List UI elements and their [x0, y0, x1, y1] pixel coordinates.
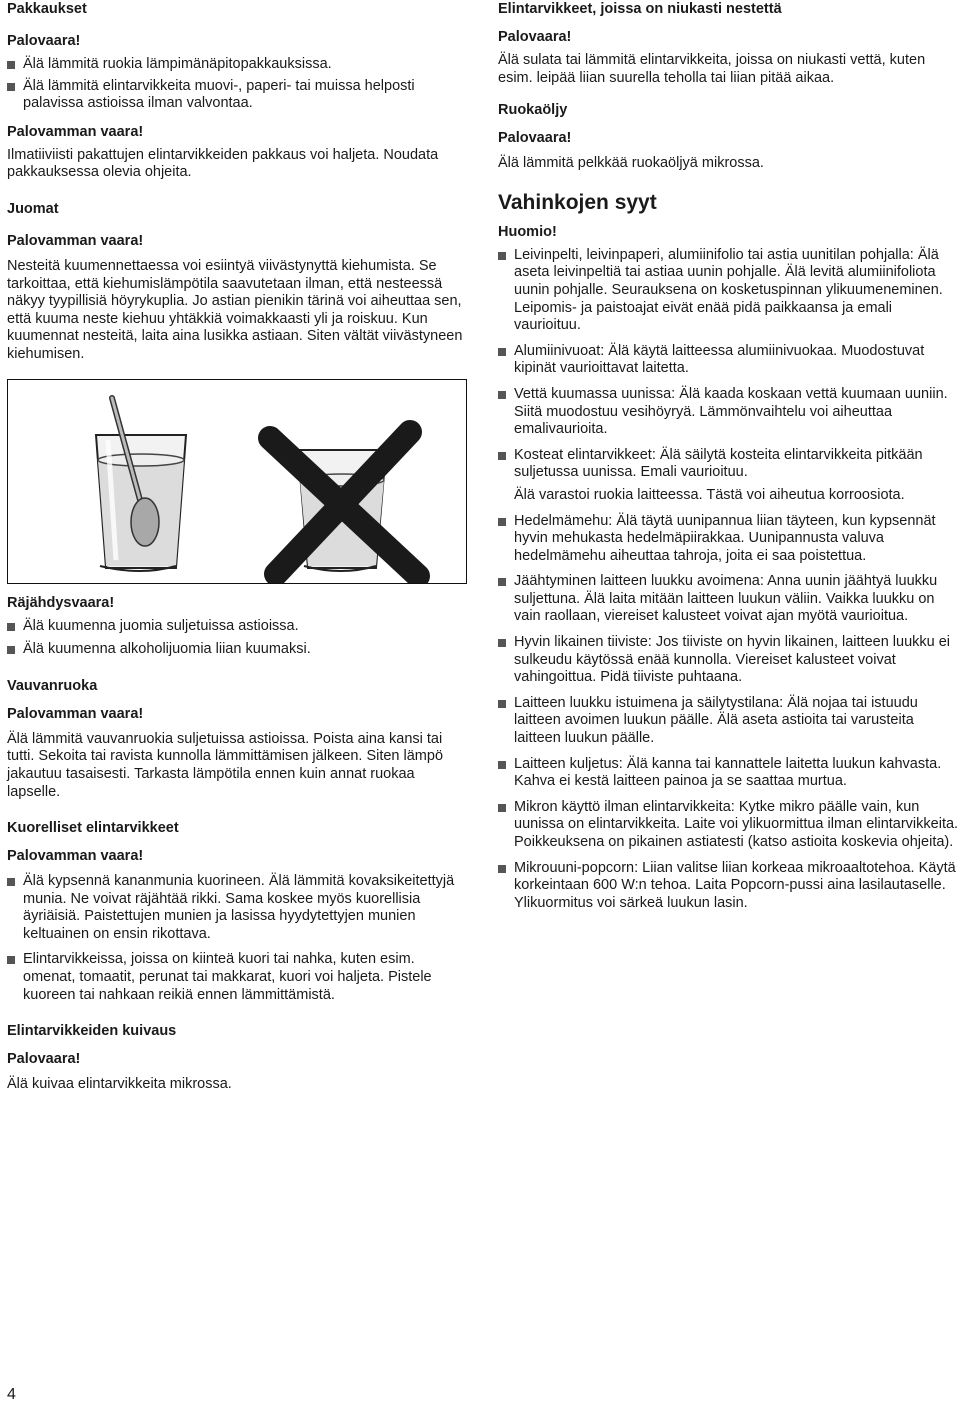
paragraph-ruokaoljy: Älä lämmitä pelkkää ruokaöljyä mikrossa. [498, 155, 764, 172]
warning-palovaara: Palovaara! [7, 1051, 81, 1068]
list-item: Mikrouuni-popcorn: Liian valitse liian korkeaa mikroaaltotehoa. Käytä korkeintaan 600 W:n tehoa. Laita Popcorn-pussi aina lasilautaselle. Ylikuormitus voi särkeä luukun lasin. [498, 860, 960, 913]
warning-palovaara: Palovaara! [498, 29, 572, 45]
list-item: Elintarvikkeissa, joissa on kiinteä kuori tai nahka, kuten esim. omenat, tomaatit, perunat tai makkarat, kuori voi haljeta. Pistele kuoreen tai nahkaan reikiä ennen lämmittämistä. [7, 951, 467, 1004]
list-kuorelliset [7, 873, 467, 1004]
list-item: Älä lämmitä ruokia lämpimänäpitopakkauksissa. [7, 56, 467, 74]
warning-palovamman-vaara: Palovamman vaara! [7, 232, 144, 249]
list-item: Älä kypsennä kananmunia kuorineen. Älä lämmitä kovaksikeitettyjä munia. Ne voivat räjähtää rikki. Sama koskee myös kuorellisia äyriäisiä. Paistettujen munien ja lasissa hyydytettyjen munien keltuainen on ensin rikottava. [7, 873, 467, 943]
paragraph-vauvanruoka: Älä lämmitä vauvanruokia suljetuissa astioissa. Poista aina kansi tai tutti. Sekoita tai ravista kunnolla lämmittämisen jälkeen. Siten lämpö jakautuu tasaisesti. Tarkasta lämpötila ennen kuin annat ruokaa lapselle. [7, 730, 444, 800]
warning-palovamman-vaara: Palovamman vaara! [7, 848, 144, 865]
list-item: Älä kuumenna juomia suljetuissa astioissa. [7, 618, 467, 636]
list-pakkaukset [7, 56, 467, 113]
paragraph-pakkaukset: Ilmatiiviisti pakattujen elintarvikkeiden pakkaus voi haljeta. Noudata pakkauksessa olevia ohjeita. [7, 146, 439, 181]
warning-palovamman-vaara: Palovamman vaara! [7, 123, 144, 140]
list-item: Vettä kuumassa uunissa: Älä kaada koskaan vettä kuumaan uuniin. Siitä muodostuu vesihöyryä. Lämmönvaihtelu voi aiheuttaa emalivaurioita. [498, 386, 960, 439]
heading-ruokaoljy: Ruokaöljy [498, 102, 568, 119]
glass-illustration-svg [8, 380, 466, 583]
list-item: Hedelmämehu: Älä täytä uunipannua liian täyteen, kun kypsennät hyvin mehukasta hedelmäpiirakkaa. Uunipannusta valuva hedelmämehu aiheuttaa tahroja, joita ei saa poistettua. [498, 513, 960, 566]
paragraph-kuivaus: Älä kuivaa elintarvikkeita mikrossa. [7, 1076, 232, 1093]
warning-palovamman-vaara: Palovamman vaara! [7, 705, 144, 722]
heading-niukasti-nestetta: Elintarvikkeet, joissa on niukasti nestettä [498, 1, 782, 17]
list-item: Laitteen kuljetus: Älä kanna tai kannattele laitetta luukun kahvasta. Kahva ei kestä laitteen painoa ja se saattaa murtua. [498, 756, 960, 791]
list-item: Leivinpelti, leivinpaperi, alumiinifolio tai astia uunitilan pohjalla: Älä aseta leivinpeltiä tai astiaa uunin pohjalle. Älä levitä alumiinifoliota uunin pohjalle. Seurauksena on kosketuspinnan ylikuumeneminen. Leipomis- ja paistoajat eivät enää pidä paikkaansa ja emali vaurioituu. [498, 247, 960, 335]
heading-vahinkojen-syyt: Vahinkojen syyt [498, 190, 657, 214]
heading-juomat: Juomat [7, 200, 59, 217]
list-item: Jäähtyminen laitteen luukku avoimena: Anna uunin jäähtyä luukku suljettuna. Älä laita mitään laitteen luukun väliin. Vaikka luukku on vain raollaan, viereiset kalusteet voivat ajan myötä vaurioitua. [498, 573, 960, 626]
list-item: Mikron käyttö ilman elintarvikkeita: Kytke mikro päälle vain, kun uunissa on elintarvikkeita. Laite voi ylikuormittua ilman elintarvikkeita. Poikkeuksena on pikainen astiatesti (katso astioita koskevia ohjeita). [498, 799, 960, 852]
list-item: Hyvin likainen tiiviste: Jos tiiviste on hyvin likainen, laitteen luukku ei sulkeudu käytössä enää kunnolla. Viereiset kalusteet voivat vahingoittua. Pidä tiiviste puhtaana. [498, 634, 960, 687]
list-item: Älä lämmitä elintarvikkeita muovi-, paperi- tai muissa helposti palavissa astioissa ilman valvontaa. [7, 78, 467, 113]
warning-rajahdysvaara: Räjähdysvaara! [7, 594, 115, 611]
list-item: Kosteat elintarvikkeet: Älä säilytä kosteita elintarvikkeita pitkään suljetussa uunissa. Emali vaurioituu. Älä varastoi ruokia laitteessa. Tästä voi aiheutua korroosiota. [498, 447, 960, 505]
warning-huomio: Huomio! [498, 223, 557, 240]
left-column [7, 0, 467, 1094]
list-item-note: Älä varastoi ruokia laitteessa. Tästä voi aiheutua korroosiota. [514, 486, 905, 503]
heading-kuivaus: Elintarvikkeiden kuivaus [7, 1023, 177, 1040]
list-item: Alumiinivuoat: Älä käytä laitteessa alumiinivuokaa. Muodostuvat kipinät vaurioittavat laitetta. [498, 343, 960, 378]
list-item: Älä kuumenna alkoholijuomia liian kuumaksi. [7, 641, 467, 659]
warning-palovaara: Palovaara! [498, 130, 572, 147]
list-vahinkojen-syyt [498, 247, 960, 913]
page-number: 4 [7, 1386, 16, 1403]
paragraph-juomat: Nesteitä kuumennettaessa voi esiintyä viivästynyttä kiehumista. Se tarkoittaa, että kiehumislämpötila saavutetaan ilman, että nesteessä näkyy tyypillisiä höyrykuplia. Jo astian pienikin tärinä voi aiheuttaa sen, että kuuma neste kiehuu yhtäkkiä voimakkaasti yli ja roiskuu. Kun kuumennat nesteitä, laita aina lusikka astiaan. Siten vältät viivästyneen kiehumisen. [7, 257, 463, 362]
paragraph-niukasti: Älä sulata tai lämmitä elintarvikkeita, joissa on niukasti vettä, kuten esim. leipää liian suurella teholla tai liian pitää aikaa. [498, 52, 926, 86]
illustration-glass-spoon [7, 379, 467, 584]
list-rajahdys [7, 618, 467, 659]
heading-pakkaukset: Pakkaukset [7, 1, 87, 17]
right-column [498, 0, 960, 912]
warning-palovaara: Palovaara! [7, 33, 81, 49]
heading-vauvanruoka: Vauvanruoka [7, 677, 98, 694]
list-item: Laitteen luukku istuimena ja säilytystilana: Älä nojaa tai istuudu laitteen avoimen luukun päälle. Älä aseta astioita tai varusteita laitteen luukun päälle. [498, 695, 960, 748]
heading-kuorelliset: Kuorelliset elintarvikkeet [7, 820, 179, 837]
